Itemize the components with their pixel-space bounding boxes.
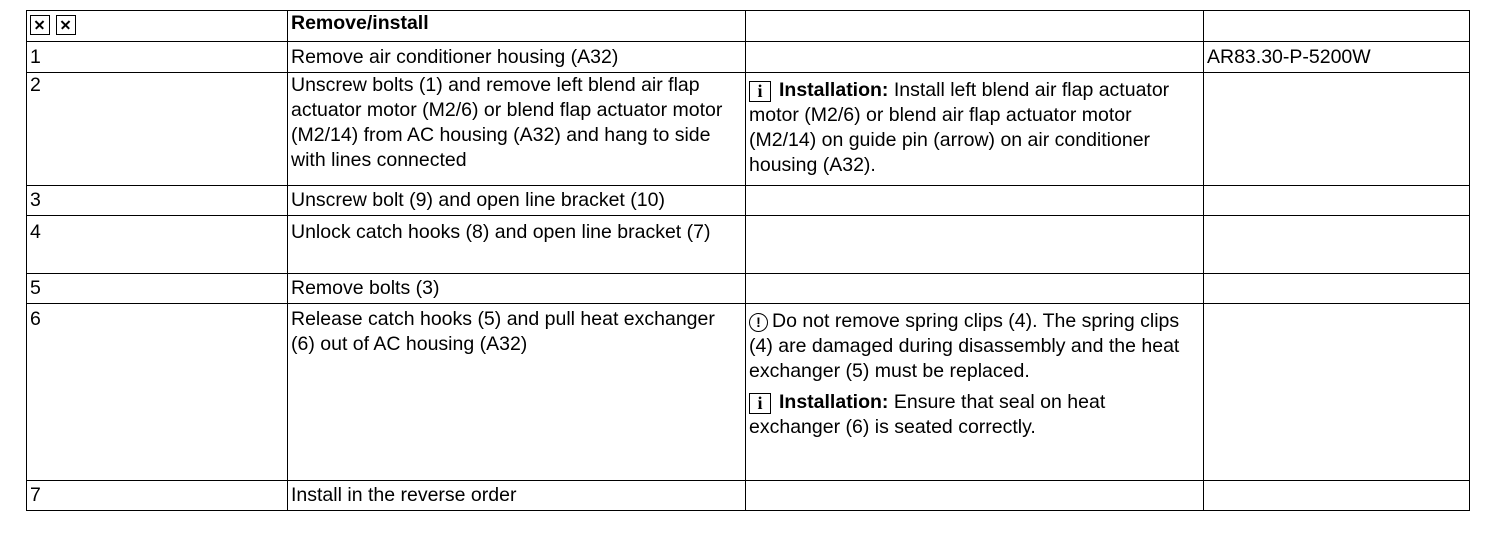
step-note bbox=[746, 216, 1204, 274]
step-number: 3 bbox=[27, 186, 288, 216]
step-action: Release catch hooks (5) and pull heat exchanger (6) out of AC housing (A32) bbox=[288, 304, 746, 481]
step-action: Remove air conditioner housing (A32) bbox=[288, 42, 746, 73]
installation-text: Install left blend air flap actuator motor (M2/6) or blend air flap actuator motor (M2/14) on guide pin (arrow) on air conditioner housing (A32). bbox=[749, 79, 1170, 176]
table-row bbox=[27, 481, 1470, 511]
header-title: Remove/install bbox=[288, 11, 746, 42]
step-reference[interactable]: AR83.30-P-5200W bbox=[1204, 42, 1470, 73]
step-reference bbox=[1204, 216, 1470, 274]
header-icons-cell bbox=[27, 11, 288, 42]
step-reference bbox=[1204, 481, 1470, 511]
table-row bbox=[27, 73, 1470, 186]
table-row bbox=[27, 42, 1470, 73]
table-row bbox=[27, 304, 1470, 481]
step-action: Remove bolts (3) bbox=[288, 274, 746, 304]
header-empty-cell bbox=[746, 11, 1204, 42]
step-action: Unlock catch hooks (8) and open line bracket (7) bbox=[288, 216, 746, 274]
step-number: 2 bbox=[27, 73, 288, 186]
table-row bbox=[27, 274, 1470, 304]
warning-icon: ! bbox=[749, 313, 768, 332]
step-reference bbox=[1204, 73, 1470, 186]
step-number: 6 bbox=[27, 304, 288, 481]
table-header-row bbox=[27, 11, 1470, 42]
info-icon: i bbox=[749, 81, 771, 102]
step-note bbox=[746, 42, 1204, 73]
step-note bbox=[746, 73, 1204, 186]
step-number: 7 bbox=[27, 481, 288, 511]
expand-icon[interactable] bbox=[30, 15, 50, 35]
step-reference bbox=[1204, 304, 1470, 481]
table-row bbox=[27, 216, 1470, 274]
installation-text: Ensure that seal on heat exchanger (6) is seated correctly. bbox=[749, 391, 1106, 438]
step-note bbox=[746, 481, 1204, 511]
warning-text: Do not remove spring clips (4). The spring clips (4) are damaged during disassembly and the heat exchanger (5) must be replaced. bbox=[749, 310, 1180, 382]
step-action: Unscrew bolt (9) and open line bracket (10) bbox=[288, 186, 746, 216]
table-row bbox=[27, 186, 1470, 216]
header-empty-cell bbox=[1204, 11, 1470, 42]
step-action: Unscrew bolts (1) and remove left blend air flap actuator motor (M2/6) or blend flap actuator motor (M2/14) from AC housing (A32) and hang to side with lines connected bbox=[288, 73, 746, 186]
installation-label: Installation: bbox=[779, 391, 889, 413]
step-note bbox=[746, 274, 1204, 304]
step-reference bbox=[1204, 186, 1470, 216]
step-number: 4 bbox=[27, 216, 288, 274]
step-note bbox=[746, 304, 1204, 481]
step-number: 5 bbox=[27, 274, 288, 304]
step-number: 1 bbox=[27, 42, 288, 73]
collapse-icon[interactable] bbox=[56, 15, 76, 35]
step-note bbox=[746, 186, 1204, 216]
procedure-table bbox=[26, 10, 1470, 511]
step-reference bbox=[1204, 274, 1470, 304]
info-icon: i bbox=[749, 393, 771, 414]
step-action: Install in the reverse order bbox=[288, 481, 746, 511]
installation-label: Installation: bbox=[779, 79, 889, 101]
